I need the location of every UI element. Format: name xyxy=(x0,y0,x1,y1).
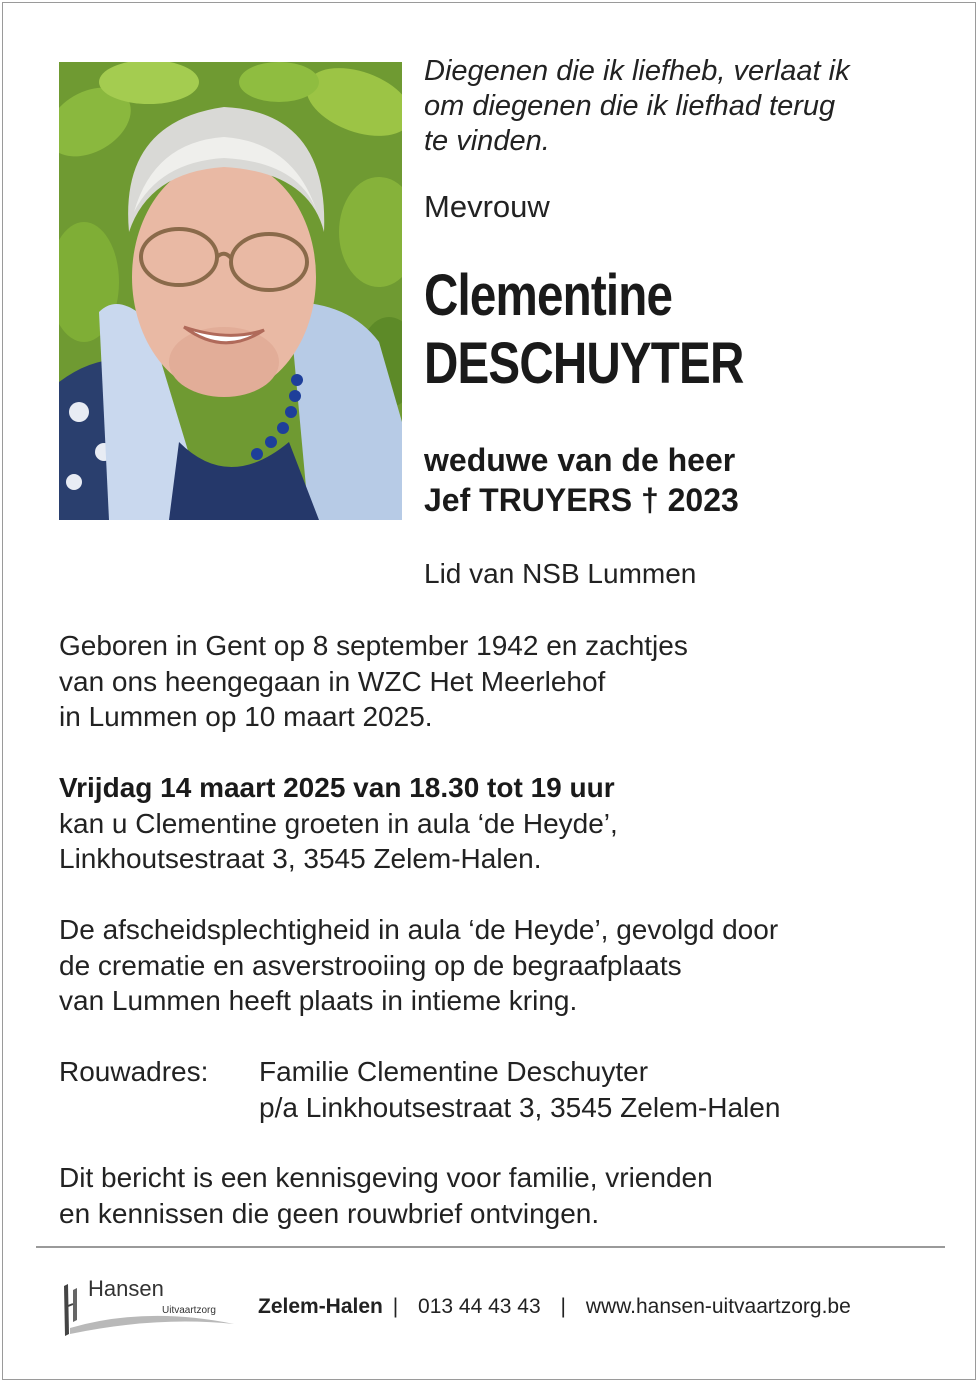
widow-line-1: weduwe van de heer xyxy=(424,442,736,478)
widow-line-2: Jef TRUYERS † 2023 xyxy=(424,482,739,518)
address-line-1: Familie Clementine Deschuyter xyxy=(259,1056,649,1087)
paragraph-line: de crematie en asverstrooiing op de begraafplaats xyxy=(59,949,682,981)
ceremony-paragraph xyxy=(59,912,939,1019)
footer-separator: | xyxy=(392,1295,399,1318)
logo-subtitle: Uitvaartzorg xyxy=(162,1305,216,1316)
quote-line: Diegenen die ik liefheb, verlaat ik xyxy=(424,55,850,87)
paragraph-line: Dit bericht is een kennisgeving voor familie, vrienden xyxy=(59,1162,713,1193)
logo-name: Hansen xyxy=(88,1276,164,1301)
memorial-quote xyxy=(424,54,944,159)
footer-contact xyxy=(258,1295,851,1319)
footer-separator: | xyxy=(560,1295,566,1318)
membership: Lid van NSB Lummen xyxy=(424,558,697,589)
notice-paragraph xyxy=(59,1160,939,1231)
visitation-paragraph xyxy=(59,770,939,877)
paragraph-line: van Lummen heeft plaats in intieme kring. xyxy=(59,985,578,1016)
address-line-2: p/a Linkhoutsestraat 3, 3545 Zelem-Halen xyxy=(259,1091,781,1123)
portrait-illustration xyxy=(59,62,402,520)
deceased-name xyxy=(424,262,743,398)
widow-of xyxy=(424,440,739,520)
paragraph-line: Linkhoutsestraat 3, 3545 Zelem-Halen. xyxy=(59,843,542,874)
paragraph-line: Geboren in Gent op 8 september 1942 en zachtjes xyxy=(59,630,688,661)
title-prefix: Mevrouw xyxy=(424,189,550,224)
birth-death-paragraph xyxy=(59,628,939,735)
address-label: Rouwadres: xyxy=(59,1056,209,1087)
paragraph-line: en kennissen die geen rouwbrief ontvingen. xyxy=(59,1197,600,1229)
quote-line: te vinden. xyxy=(424,125,550,157)
paragraph-line: in Lummen op 10 maart 2025. xyxy=(59,701,433,732)
footer-place: Zelem-Halen xyxy=(258,1295,383,1318)
paragraph-line: De afscheidsplechtigheid in aula ‘de Heyde’, gevolgd door xyxy=(59,914,779,945)
funeral-home-logo xyxy=(56,1276,246,1338)
portrait-photo xyxy=(59,62,402,520)
last-name: DESCHUYTER xyxy=(424,331,744,396)
visitation-heading: Vrijdag 14 maart 2025 van 18.30 tot 19 uur xyxy=(59,772,615,803)
footer-phone[interactable]: 013 44 43 43 xyxy=(418,1295,541,1318)
mourning-address xyxy=(59,1054,939,1125)
footer-website-link[interactable]: www.hansen-uitvaartzorg.be xyxy=(585,1295,851,1318)
footer-divider xyxy=(36,1246,945,1248)
paragraph-line: kan u Clementine groeten in aula ‘de Heyde’, xyxy=(59,807,618,839)
first-name: Clementine xyxy=(424,263,673,328)
quote-line: om diegenen die ik liefhad terug xyxy=(424,90,836,122)
paragraph-line: van ons heengegaan in WZC Het Meerlehof xyxy=(59,665,606,697)
